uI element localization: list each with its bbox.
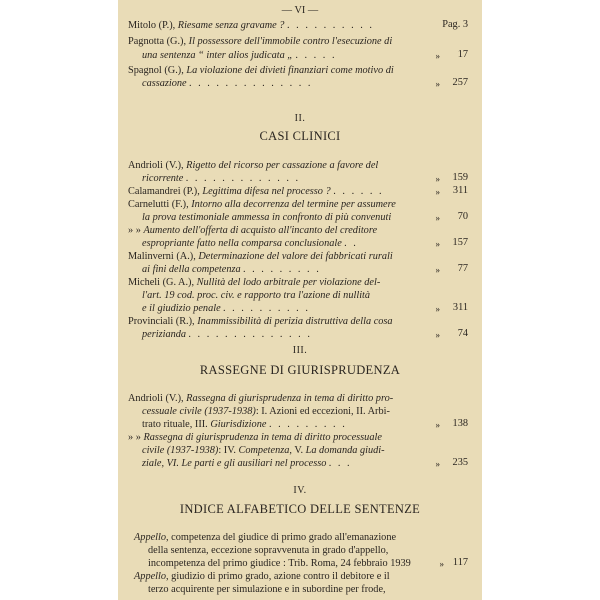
entry-author: Spagnol (G.),: [128, 65, 184, 76]
entry-marker: »: [435, 187, 440, 197]
entry-title: Aumento dell'offerta di acquisto all'incanto del creditore: [143, 225, 378, 236]
entry-marker: »: [435, 174, 440, 184]
entry-title: Rassegna di giurisprudenza in tema di diritto pro-: [186, 393, 394, 404]
entry-leaders: . . . . .: [295, 50, 337, 61]
entry-text-cont: incompetenza del primo giudice : Trib. Roma, 24 febbraio 1939: [148, 558, 411, 569]
entry-title-cont: la prova testimoniale ammessa in confronto di più convenuti: [142, 212, 392, 223]
section-number: III.: [292, 345, 308, 356]
entry-leaders: . . . . . . . . . . . . . .: [188, 329, 313, 340]
entry-page: Pag. 3: [442, 19, 468, 30]
entry-title: Inammissibilità di perizia distruttiva della cosa: [197, 316, 393, 327]
entry-page: 74: [457, 328, 468, 339]
entry-title-cont: Giurisdizione: [210, 419, 267, 430]
entry-page: 117: [452, 557, 468, 568]
entry-page: 17: [457, 49, 468, 60]
entry-title-cont: , V.: [289, 445, 304, 456]
entry-title-cont: : IV.: [218, 445, 236, 456]
entry-author: Carnelutti (F.),: [128, 199, 189, 210]
entry-leaders: . . . . . . . . . .: [223, 303, 311, 314]
entry-keyword: Appello: [134, 532, 167, 543]
entry-author: » »: [128, 432, 141, 443]
entry-page: 70: [457, 211, 468, 222]
entry-page: 311: [452, 302, 468, 313]
entry-author: Andrioli (V.),: [128, 393, 184, 404]
entry-marker: »: [435, 213, 440, 223]
entry-marker: »: [435, 330, 440, 340]
entry-keyword: Appello: [134, 571, 167, 582]
entry-marker: »: [435, 420, 440, 430]
entry-author: Andrioli (V.),: [128, 160, 184, 171]
entry-title: Determinazione del valore dei fabbricati rurali: [198, 251, 393, 262]
entry-leaders: . . .: [328, 458, 352, 469]
entry-page: 159: [452, 172, 468, 183]
entry-author: Micheli (G. A.),: [128, 277, 195, 288]
entry-title-cont: espropriante fatto nella comparsa conclusionale: [142, 238, 342, 249]
section-number: II.: [294, 113, 306, 124]
entry-author: Provinciali (R.),: [128, 316, 195, 327]
entry-leaders: . .: [344, 238, 359, 249]
entry-marker: »: [435, 304, 440, 314]
entry-marker: »: [435, 459, 440, 469]
entry-title: Nullità del lodo arbitrale per violazione del-: [196, 277, 381, 288]
entry-author: Pagnotta (G.),: [128, 36, 187, 47]
entry-marker: »: [435, 51, 440, 61]
entry-page: 157: [452, 237, 468, 248]
section-number: IV.: [293, 485, 307, 496]
entry-text: , giudizio di primo grado, azione contro il debitore e il: [166, 571, 390, 582]
entry-text-cont: terzo acquirente per simulazione e in subordine per frode,: [148, 584, 386, 595]
entry-title-cont: ricorrente: [142, 173, 184, 184]
entry-title-cont: cassazione: [142, 78, 187, 89]
entry-leaders: . . . . . . . . .: [269, 419, 347, 430]
entry-leaders: . . . . . . . . . . . . . .: [189, 78, 313, 89]
entry-title-cont: trato rituale, III.: [142, 419, 208, 430]
section-title: INDICE ALFABETICO DELLE SENTENZE: [179, 502, 421, 516]
entry-page: 235: [452, 457, 468, 468]
document-page: [118, 0, 482, 600]
entry-author: Malinverni (A.),: [128, 251, 196, 262]
entry-title-cont: e il giudizio penale: [142, 303, 221, 314]
entry-title-cont: La domanda giudi-: [305, 445, 385, 456]
page-numeral: — VI —: [281, 5, 319, 16]
entry-marker: »: [439, 559, 444, 569]
entry-author: » »: [128, 225, 141, 236]
entry-title: Rigetto del ricorso per cassazione a favore del: [186, 160, 379, 171]
entry-page: 257: [452, 77, 468, 88]
entry-marker: »: [435, 265, 440, 275]
entry-title-cont: ai fini della competenza: [142, 264, 241, 275]
entry-title-cont: cessuale civile (1937-1938): [142, 406, 256, 417]
entry-title-cont: ziale, VI. Le parti e gli ausiliari nel processo: [142, 458, 327, 469]
entry-text: , competenza del giudice di primo grado all'emanazione: [166, 532, 397, 543]
section-title: RASSEGNE DI GIURISPRUDENZA: [199, 363, 401, 377]
entry-leaders: . . . . . . . . .: [243, 264, 322, 275]
entry-author: Mitolo (P.),: [128, 20, 176, 31]
entry-title-cont: civile (1937-1938): [142, 445, 219, 456]
entry-title-cont: perizianda: [142, 329, 187, 340]
entry-page: 138: [452, 418, 468, 429]
entry-page: 311: [452, 185, 468, 196]
section-title: CASI CLINICI: [259, 129, 341, 143]
entry-leaders: . . . . . . . . . .: [287, 20, 374, 31]
entry-text-cont: della sentenza, eccezione sopravvenuta in grado d'appello,: [148, 545, 389, 556]
entry-page: 77: [457, 263, 468, 274]
entry-title: Rassegna di giurisprudenza in tema di diritto processuale: [143, 432, 382, 443]
entry-title: Intorno alla decorrenza del termine per assumere: [191, 199, 396, 210]
entry-title-cont: l'art. 19 cod. proc. civ. e rapporto tra l'azione di nullità: [142, 290, 371, 301]
entry-marker: »: [435, 79, 440, 89]
entry-title: Il possessore dell'immobile contro l'esecuzione di: [188, 36, 393, 47]
entry-leaders: . . . . . .: [333, 186, 384, 197]
entry-title: Legittima difesa nel processo ?: [202, 186, 331, 197]
entry-author: Calamandrei (P.),: [128, 186, 200, 197]
entry-title-cont: Competenza: [238, 445, 290, 456]
entry-title: Riesame senza gravame ?: [177, 20, 285, 31]
entry-title: La violazione dei divieti finanziari come motivo di: [186, 65, 394, 76]
entry-title-cont: una sentenza “ inter alios judicata „: [142, 50, 294, 61]
entry-title-cont: : I. Azioni ed eccezioni, II. Arbi-: [255, 406, 390, 417]
entry-marker: »: [435, 239, 440, 249]
entry-leaders: . . . . . . . . . . . . .: [185, 173, 301, 184]
